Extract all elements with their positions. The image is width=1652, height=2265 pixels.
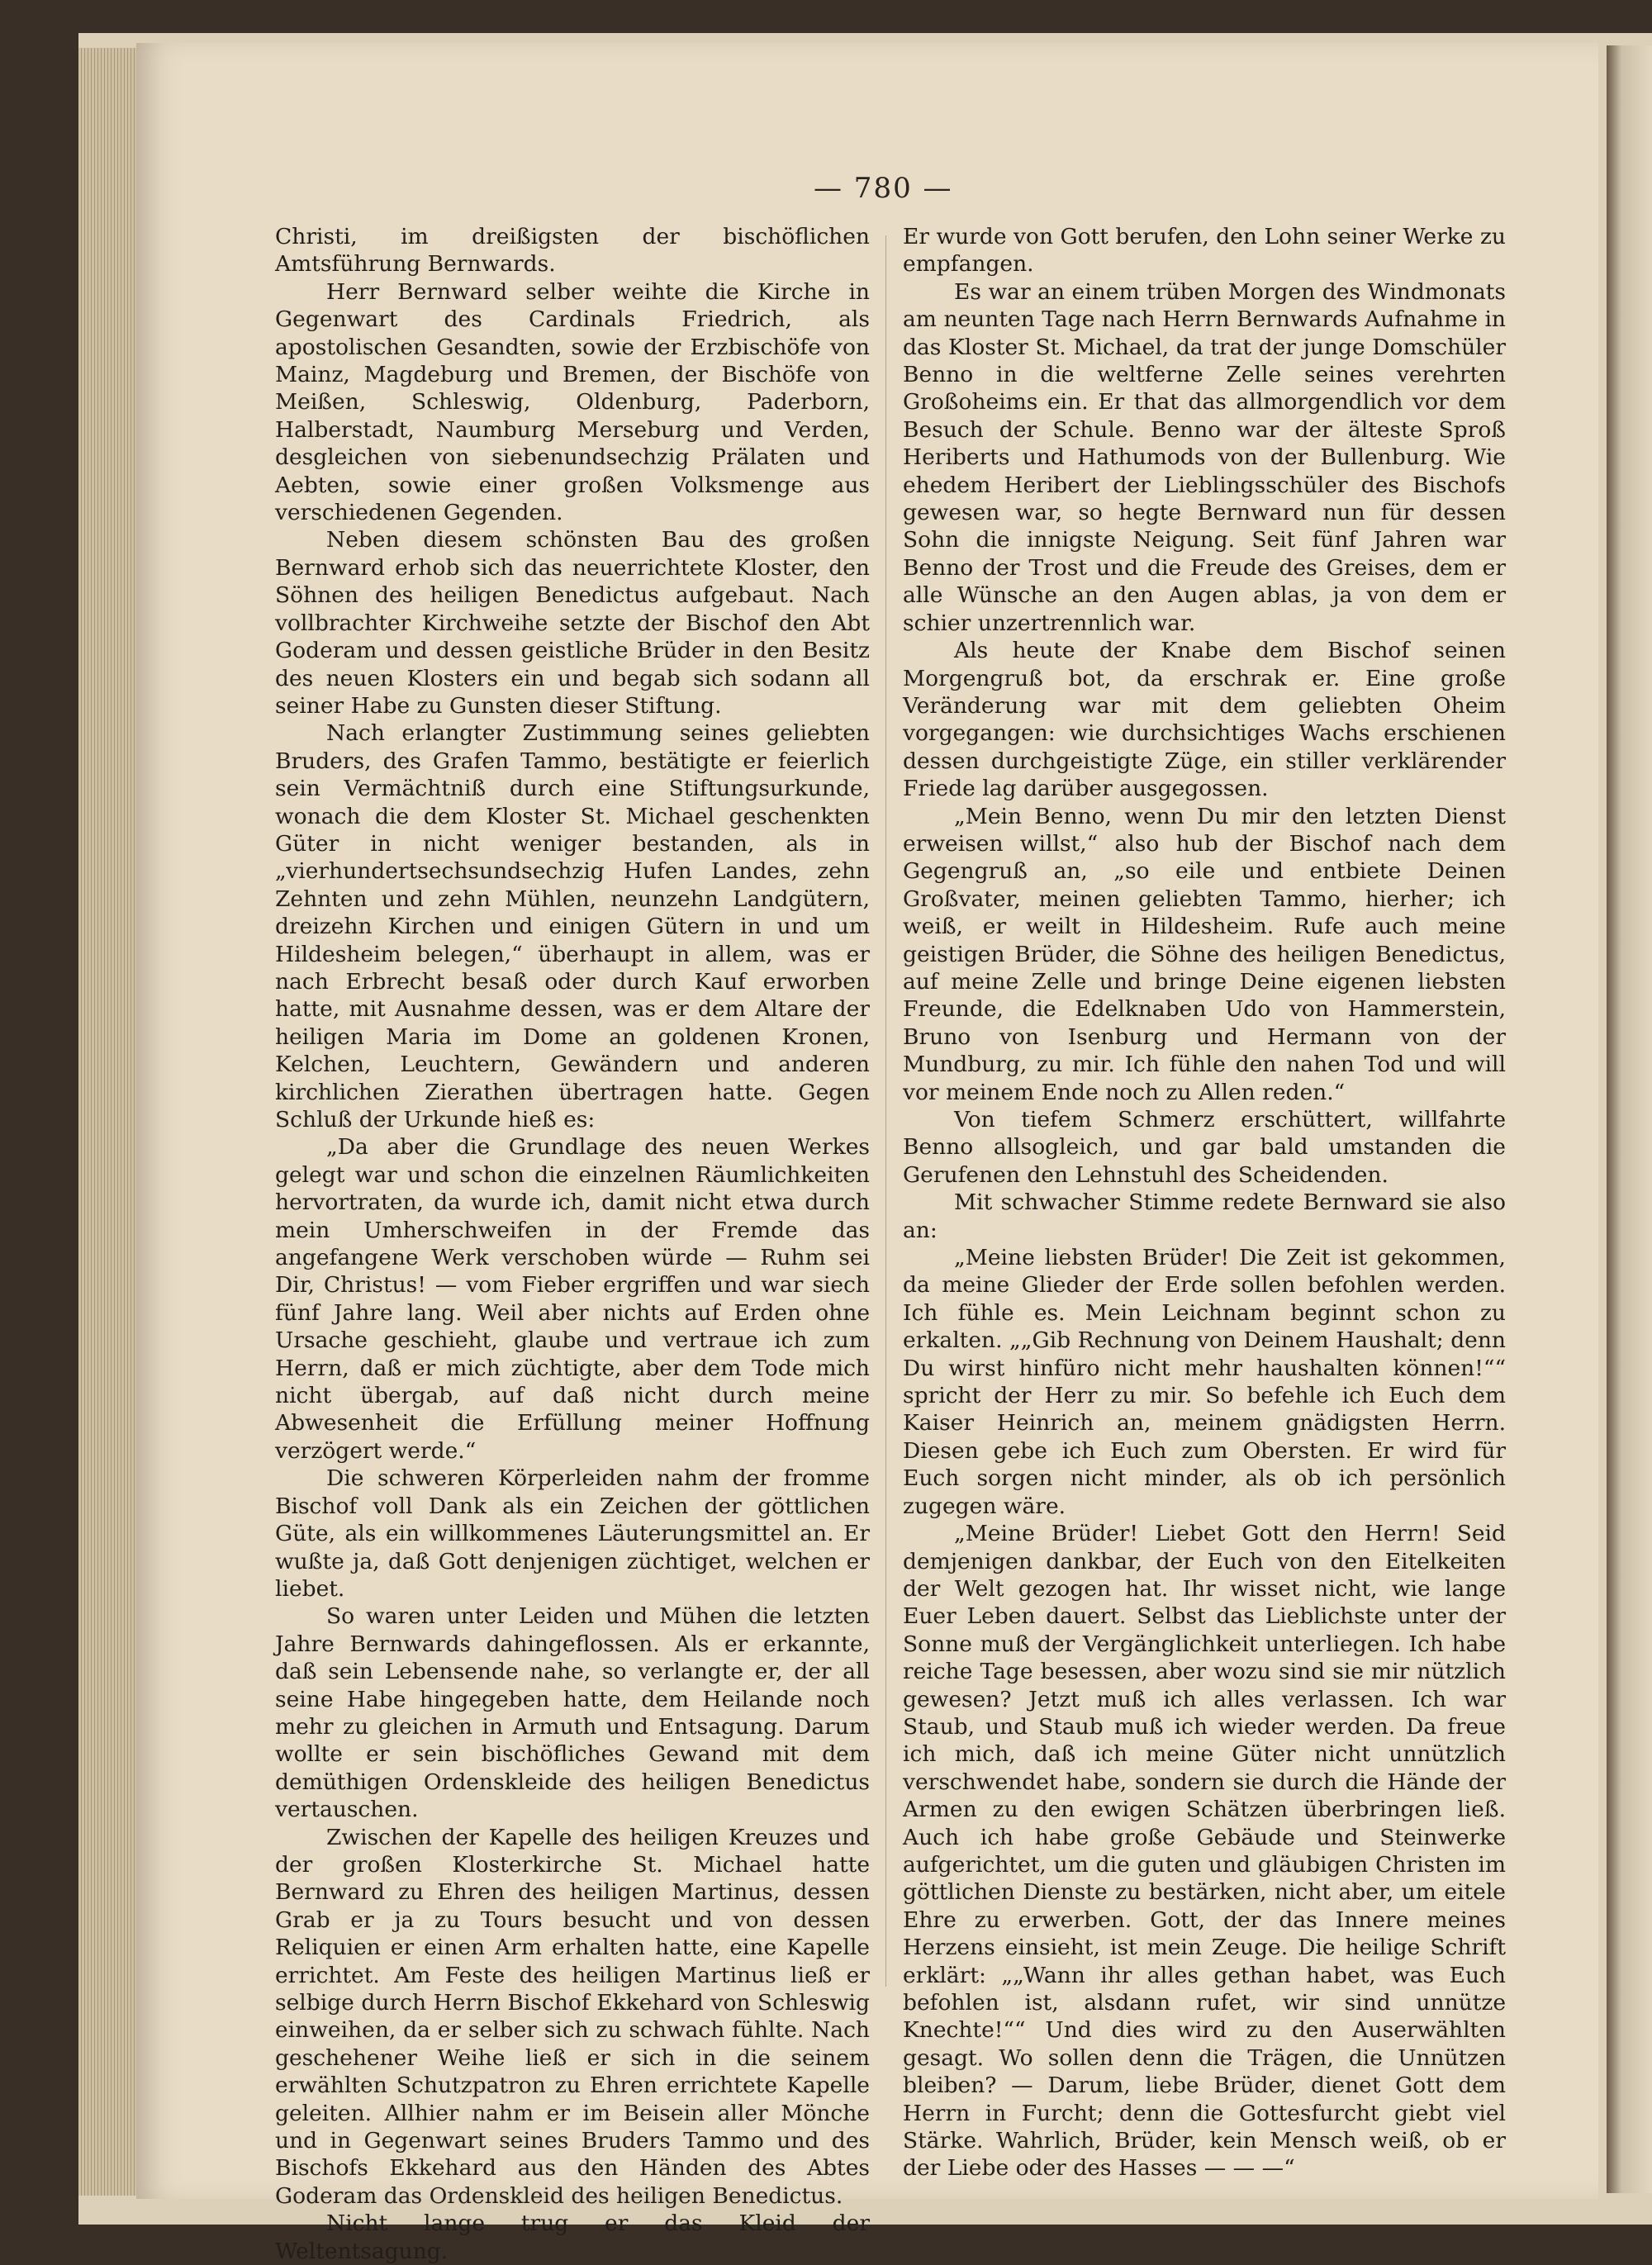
column-rule	[885, 235, 886, 1987]
paragraph: Nach erlangter Zustimmung seines geliebten Bruders, des Grafen Tammo, bestätigte er feierlich sein Vermächtniß durch eine Stiftungsurkunde, wonach die dem Kloster St. Michael geschenkten Güter in nicht weniger bestanden, als in „vierhundertsechsundsechzig Hufen Landes, zehn Zehnten und zehn Mühlen, neunzehn Landgütern, dreizehn Kirchen und einigen Gütern in und um Hildesheim belegen,“ überhaupt in allem, was er nach Erbrecht besaß oder durch Kauf erworben hatte, mit Ausnahme dessen, was er dem Altare der heiligen Maria im Dome an goldenen Kronen, Kelchen, Leuchtern, Gewändern und anderen kirchlichen Zierathen übertragen hatte. Gegen Schluß der Urkunde hieß es:	[275, 720, 870, 1132]
paragraph: Als heute der Knabe dem Bischof seinen Morgengruß bot, da erschrak er. Eine große Veränderung war mit dem geliebten Oheim vorgegangen: wie durchsichtiges Wachs erschienen dessen durchgeistigte Züge, ein stiller verklärender Friede lag darüber ausgegossen.	[903, 638, 1506, 802]
paragraph: Es war an einem trüben Morgen des Windmonats am neunten Tage nach Herrn Bernwards Aufnahme in das Kloster St. Michael, da trat der junge Domschüler Benno in die weltferne Zelle seines verehrten Großoheims ein. Er that das allmorgendlich vor dem Besuch der Schule. Benno war der älteste Sproß Heriberts und Hathumods von der Bullenburg. Wie ehedem Heribert der Lieblingsschüler des Bischofs gewesen war, so hegte Bernward nun für dessen Sohn die innigste Neigung. Seit fünf Jahren war Benno der Trost und die Freude des Greises, dem er alle Wünsche an den Augen ablas, ja von dem er schier unzertrennlich war.	[903, 278, 1506, 636]
page-edges	[78, 48, 145, 2196]
paragraph: Christi, im dreißigsten der bischöflichen Amtsführung Bernwards.	[275, 224, 870, 278]
paragraph: Zwischen der Kapelle des heiligen Kreuzes und der großen Klosterkirche St. Michael hatte Bernward zu Ehren des heiligen Martinus, dessen Grab er ja zu Tours besucht und von dessen Reliquien er einen Arm erhalten hatte, eine Kapelle errichtet. Am Feste des heiligen Martinus ließ er selbige durch Herrn Bischof Ekkehard von Schleswig einweihen, da er selber sich zu schwach fühlte. Nach geschehener Weihe ließ er sich in die seinem erwählten Schutzpatron zu Ehren errichtete Kapelle geleiten. Allhier nahm er im Beisein aller Mönche und in Gegenwart seines Bruders Tammo und des Bischofs Ekkehard aus den Händen des Abtes Goderam das Ordenskleid des heiligen Benedictus.	[275, 1824, 870, 2209]
right-column	[903, 223, 1506, 2182]
left-column	[275, 223, 870, 2265]
paragraph: Neben diesem schönsten Bau des großen Bernward erhob sich das neuerrichtete Kloster, den Söhnen des heiligen Benedictus aufgebaut. Nach vollbrachter Kirchweihe setzte der Bischof den Abt Goderam und dessen geistliche Brüder in den Besitz des neuen Klosters ein und begab sich sodann all seiner Habe zu Gunsten dieser Stiftung.	[275, 527, 870, 719]
paragraph: „Da aber die Grundlage des neuen Werkes gelegt war und schon die einzelnen Räumlichkeiten hervortraten, da wurde ich, damit nicht etwa durch mein Umherschweifen in der Fremde das angefangene Werk verschoben würde — Ruhm sei Dir, Christus! — vom Fieber ergriffen und war siech fünf Jahre lang. Weil aber nichts auf Erden ohne Ursache geschieht, glaube und vertraue ich zum Herrn, daß er mich züchtigte, aber dem Tode mich nicht übergab, auf daß nicht durch meine Abwesenheit die Erfüllung meiner Hoffnung verzögert werde.“	[275, 1134, 870, 1464]
paragraph: Er wurde von Gott berufen, den Lohn seiner Werke zu empfangen.	[903, 224, 1506, 278]
paragraph: Mit schwacher Stimme redete Bernward sie also an:	[903, 1189, 1506, 1243]
paragraph: Von tiefem Schmerz erschüttert, willfahrte Benno allsogleich, und gar bald umstanden die Gerufenen den Lehnstuhl des Scheidenden.	[903, 1107, 1506, 1188]
paragraph: So waren unter Leiden und Mühen die letzten Jahre Bernwards dahingeflossen. Als er erkannte, daß sein Lebensende nahe, so verlangte er, der all seine Habe hingegeben hatte, dem Heilande noch mehr zu gleichen in Armuth und Entsagung. Darum wollte er sein bischöfliches Gewand mit dem demüthigen Ordenskleide des heiligen Benedictus vertauschen.	[275, 1603, 870, 1823]
paragraph: Herr Bernward selber weihte die Kirche in Gegenwart des Cardinals Friedrich, als apostolischen Gesandten, sowie der Erzbischöfe von Mainz, Magdeburg und Bremen, der Bischöfe von Meißen, Schleswig, Oldenburg, Paderborn, Halberstadt, Naumburg Merseburg und Verden, desgleichen von siebenundsechzig Prälaten und Aebten, sowie einer großen Volksmenge aus verschiedenen Gegenden.	[275, 278, 870, 526]
paragraph: „Meine liebsten Brüder! Die Zeit ist gekommen, da meine Glieder der Erde sollen befohlen werden. Ich fühle es. Mein Leichnam beginnt schon zu erkalten. „„Gib Rechnung von Deinem Haushalt; denn Du wirst hinfüro nicht mehr haushalten können!““ spricht der Herr zu mir. So befehle ich Euch dem Kaiser Heinrich an, meinem gnädigsten Herrn. Diesen gebe ich Euch zum Obersten. Er wird für Euch sorgen nicht minder, als ob ich persönlich zugegen wäre.	[903, 1245, 1506, 1519]
paragraph: Die schweren Körperleiden nahm der fromme Bischof voll Dank als ein Zeichen der göttlichen Güte, als ein willkommenes Läuterungsmittel an. Er wußte ja, daß Gott denjenigen züchtiget, welchen er liebet.	[275, 1465, 870, 1602]
paragraph: Nicht lange trug er das Kleid der Weltentsagung.	[275, 2210, 870, 2264]
next-page-edge	[1607, 45, 1652, 2193]
page-number: — 780 —	[814, 172, 953, 205]
paragraph: „Mein Benno, wenn Du mir den letzten Dienst erweisen willst,“ also hub der Bischof nach dem Gegengruß an, „so eile und entbiete Deinen Großvater, meinen geliebten Tammo, hierher; ich weiß, er weilt in Hildesheim. Rufe auch meine geistigen Brüder, die Söhne des heiligen Benedictus, auf meine Zelle und bringe Deine eigenen liebsten Freunde, die Edelknaben Udo von Hammerstein, Bruno von Isenburg und Hermann von der Mundburg, zu mir. Ich fühle den nahen Tod und will vor meinem Ende noch zu Allen reden.“	[903, 803, 1506, 1105]
paragraph: „Meine Brüder! Liebet Gott den Herrn! Seid demjenigen dankbar, der Euch von den Eitelkeiten der Welt gezogen hat. Ihr wisset nicht, wie lange Euer Leben dauert. Selbst das Lieblichste unter der Sonne muß der Vergänglichkeit unterliegen. Ich habe reiche Tage besessen, aber wozu sind sie mir nützlich gewesen? Jetzt muß ich alles verlassen. Ich war Staub, und Staub muß ich wieder werden. Da freue ich mich, daß ich meine Güter nicht unnützlich verschwendet habe, sondern sie durch die Hände der Armen zu den ewigen Schätzen überbringen ließ. Auch ich habe große Gebäude und Steinwerke aufgerichtet, um die guten und gläubigen Christen im göttlichen Dienste zu bestärken, nicht aber, um eitele Ehre zu erwerben. Gott, der das Innere meines Herzens einsieht, ist mein Zeuge. Die heilige Schrift erklärt: „„Wann ihr alles gethan habet, was Euch befohlen ist, alsdann rufet, wir sind unnütze Knechte!““ Und dies wird zu den Auserwählten gesagt. Wo sollen denn die Trägen, die Unnützen bleiben? — Darum, liebe Brüder, dienet Gott dem Herrn in Furcht; denn die Gottesfurcht giebt viel Stärke. Wahrlich, Brüder, kein Mensch weiß, ob er der Liebe oder des Hasses — — —“	[903, 1521, 1506, 2182]
